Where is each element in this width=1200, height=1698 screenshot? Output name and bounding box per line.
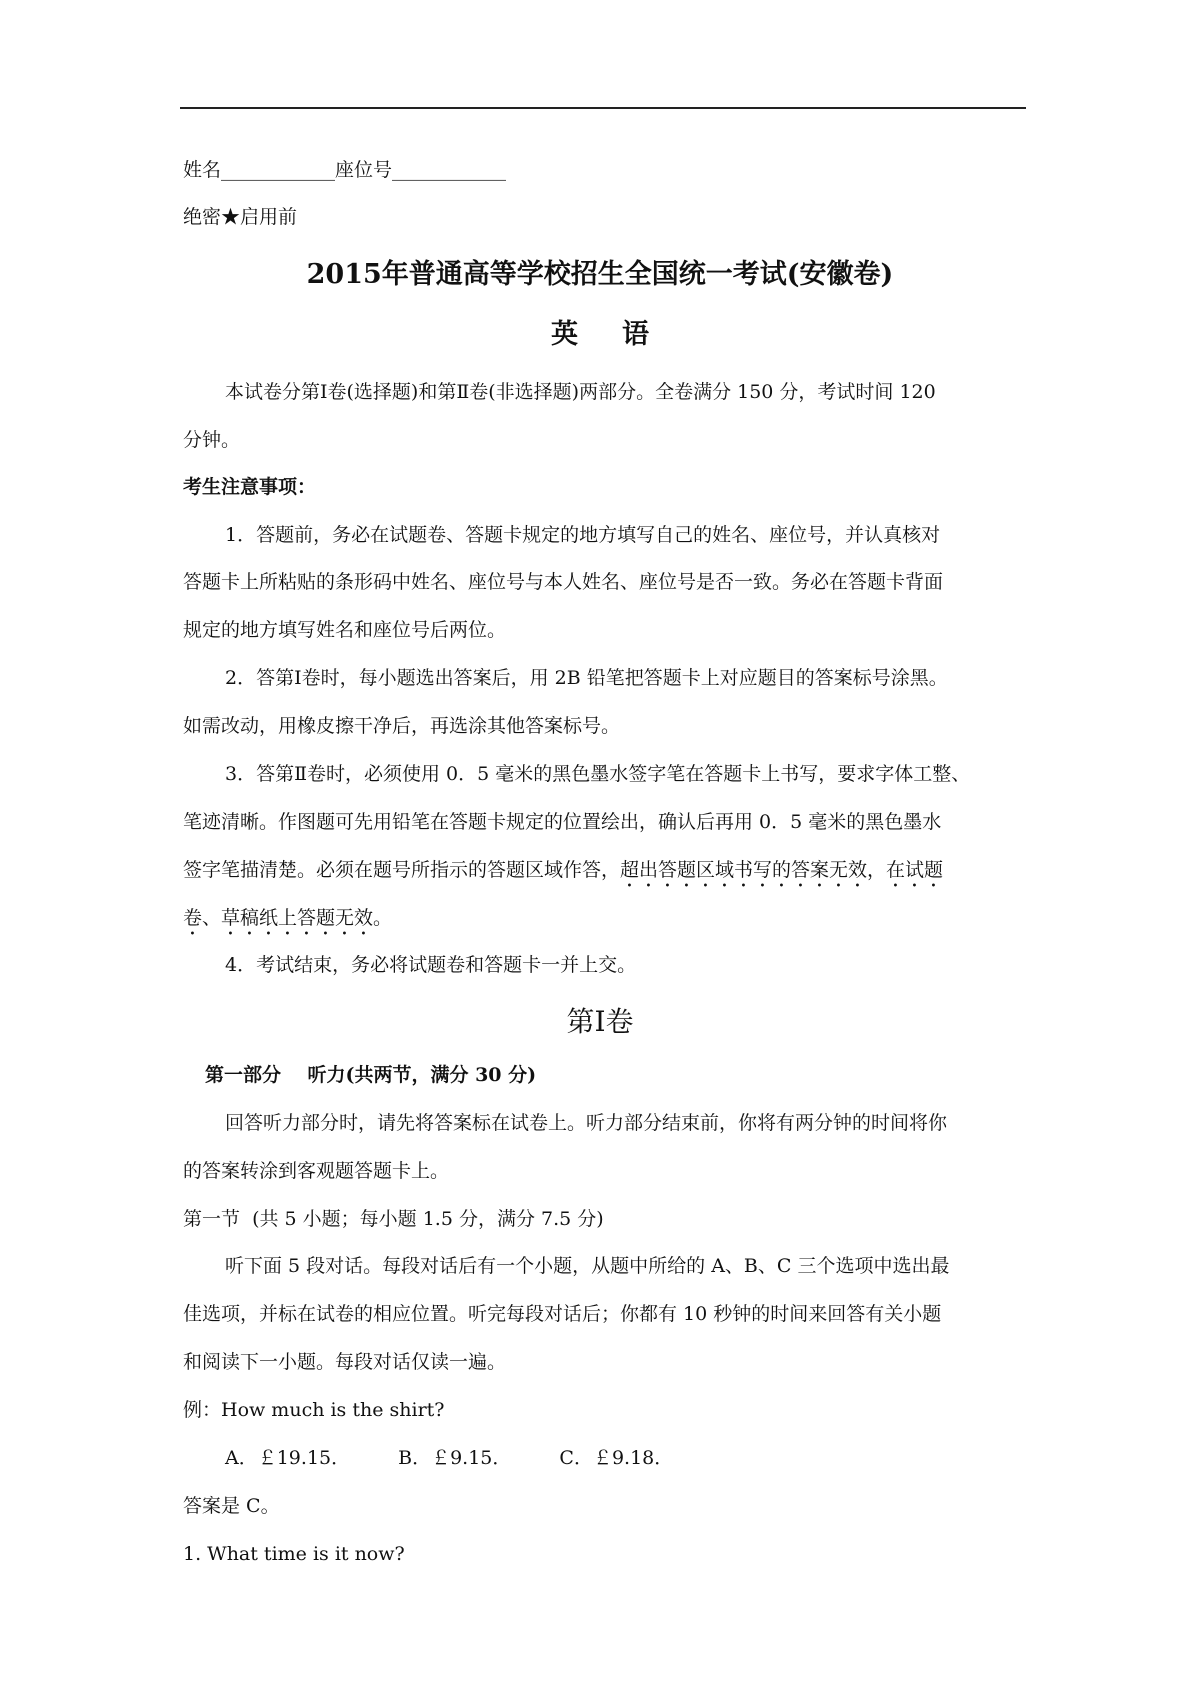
- notice-item-4: 4．考试结束，务必将试题卷和答题卡一并上交。: [225, 954, 637, 976]
- notice-item-1-line-1: 1．答题前，务必在试题卷、答题卡规定的地方填写自己的姓名、座位号，并认真核对: [225, 524, 941, 546]
- notice-item-2-line-2: 如需改动，用橡皮擦干净后，再选涂其他答案标号。: [183, 715, 621, 737]
- exam-title: 2015年普通高等学校招生全国统一考试(安徽卷): [306, 259, 894, 290]
- notice-item-3-line-4: [183, 905, 392, 940]
- secret-mark: 绝密★启用前: [183, 206, 298, 228]
- example-question: 例：How much is the shirt?: [183, 1399, 445, 1421]
- example-option-b: B．￡9.15．: [398, 1447, 512, 1469]
- notice-item-3-line-2: 笔迹清晰。作图题可先用铅笔在答题卡规定的位置绘出，确认后再用 0．5 毫米的黑色墨水: [183, 811, 942, 833]
- notice-item-3-line-4-plain: 。: [373, 907, 393, 929]
- notice-item-3-line-3-plain: 签字笔描清楚。必须在题号所指示的答题区域作答，: [183, 859, 621, 881]
- volume-1-heading: 第Ⅰ卷: [566, 1005, 634, 1038]
- example-options: [225, 1445, 721, 1471]
- notice-heading: 考生注意事项：: [183, 476, 317, 498]
- notice-item-3-line-1: 3．答第Ⅱ卷时，必须使用 0．5 毫米的黑色墨水签字笔在答题卡上书写，要求字体工整、: [225, 763, 971, 785]
- intro-line-2: 分钟。: [183, 429, 241, 451]
- intro-line-1: 本试卷分第Ⅰ卷(选择题)和第Ⅱ卷(非选择题)两部分。全卷满分 150 分，考试时间 120: [225, 381, 936, 403]
- notice-item-1-line-2: 答题卡上所粘贴的条形码中姓名、座位号与本人姓名、座位号是否一致。务必在答题卡背面: [183, 571, 944, 593]
- section-1-instructions-line-1: 听下面 5 段对话。每段对话后有一个小题，从题中所给的 A、B、C 三个选项中选出最: [225, 1255, 950, 1277]
- part-1-heading: 第一部分 听力(共两节，满分 30 分): [205, 1064, 537, 1086]
- example-answer: 答案是 C。: [183, 1495, 280, 1517]
- top-rule: [180, 107, 1026, 109]
- emphasis-text: 超出答题区域书写的答案无效，在试题: [620, 859, 944, 881]
- subject-title: 英语: [551, 319, 693, 350]
- name-seat-field: 姓名____________座位号____________: [183, 159, 507, 181]
- example-option-a: A．￡19.15．: [225, 1447, 351, 1469]
- notice-item-3-line-3: [183, 857, 943, 892]
- section-1-heading: 第一节 (共 5 小题；每小题 1.5 分，满分 7.5 分): [183, 1208, 604, 1230]
- section-1-instructions-line-2: 佳选项，并标在试卷的相应位置。听完每段对话后；你都有 10 秒钟的时间来回答有关小题: [183, 1303, 942, 1325]
- question-1: 1. What time is it now?: [183, 1543, 405, 1565]
- emphasis-text-2: 卷、草稿纸上答题无效: [183, 907, 374, 929]
- listening-intro-line-2: 的答案转涂到客观题答题卡上。: [183, 1160, 450, 1182]
- example-option-c: C．￡9.18．: [559, 1447, 674, 1469]
- section-1-instructions-line-3: 和阅读下一小题。每段对话仅读一遍。: [183, 1351, 507, 1373]
- notice-item-2-line-1: 2．答第Ⅰ卷时，每小题选出答案后，用 2B 铅笔把答题卡上对应题目的答案标号涂黑。: [225, 667, 948, 689]
- notice-item-1-line-3: 规定的地方填写姓名和座位号后两位。: [183, 619, 507, 641]
- listening-intro-line-1: 回答听力部分时，请先将答案标在试卷上。听力部分结束前，你将有两分钟的时间将你: [225, 1112, 948, 1134]
